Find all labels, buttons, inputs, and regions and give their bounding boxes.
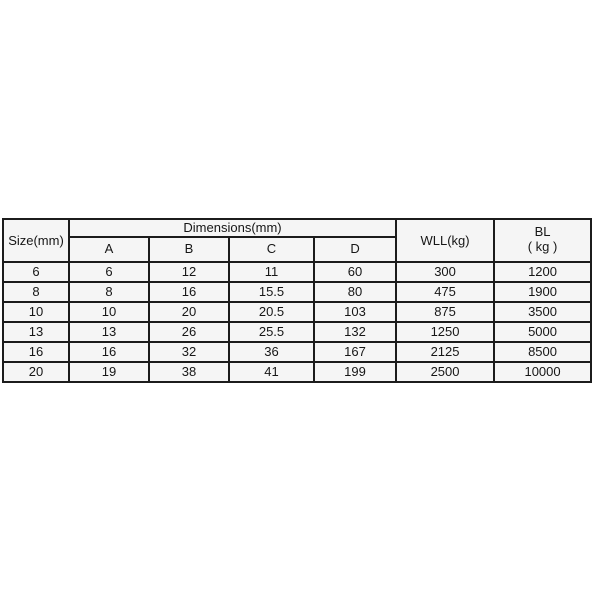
cell-size: 13 [3, 322, 69, 342]
cell-size: 10 [3, 302, 69, 322]
header-dim-a: A [69, 237, 149, 262]
header-dim-d: D [314, 237, 396, 262]
table-row [3, 362, 591, 382]
cell-b: 12 [149, 262, 229, 282]
cell-b: 32 [149, 342, 229, 362]
cell-wll: 1250 [396, 322, 494, 342]
cell-b: 38 [149, 362, 229, 382]
header-bl [494, 219, 591, 262]
cell-d: 80 [314, 282, 396, 302]
cell-d: 60 [314, 262, 396, 282]
cell-a: 6 [69, 262, 149, 282]
table-row [3, 322, 591, 342]
header-bl-line1: BL [534, 224, 551, 240]
cell-c: 15.5 [229, 282, 314, 302]
cell-bl: 10000 [494, 362, 591, 382]
cell-size: 6 [3, 262, 69, 282]
cell-wll: 875 [396, 302, 494, 322]
header-bl-line2: ( kg ) [527, 239, 558, 255]
cell-size: 8 [3, 282, 69, 302]
header-wll: WLL(kg) [396, 219, 494, 262]
spec-table [2, 218, 592, 383]
cell-c: 41 [229, 362, 314, 382]
header-dim-c: C [229, 237, 314, 262]
header-dimensions: Dimensions(mm) [69, 219, 396, 237]
table-row [3, 342, 591, 362]
cell-c: 36 [229, 342, 314, 362]
cell-d: 132 [314, 322, 396, 342]
cell-d: 103 [314, 302, 396, 322]
cell-size: 20 [3, 362, 69, 382]
header-size: Size(mm) [3, 219, 69, 262]
cell-b: 16 [149, 282, 229, 302]
table-row [3, 282, 591, 302]
cell-c: 20.5 [229, 302, 314, 322]
cell-wll: 475 [396, 282, 494, 302]
cell-c: 25.5 [229, 322, 314, 342]
cell-bl: 5000 [494, 322, 591, 342]
header-dim-b: B [149, 237, 229, 262]
cell-wll: 2500 [396, 362, 494, 382]
cell-c: 11 [229, 262, 314, 282]
header-row-groups [3, 219, 591, 237]
cell-b: 20 [149, 302, 229, 322]
cell-size: 16 [3, 342, 69, 362]
cell-a: 19 [69, 362, 149, 382]
cell-d: 199 [314, 362, 396, 382]
cell-d: 167 [314, 342, 396, 362]
table-row [3, 262, 591, 282]
table-row [3, 302, 591, 322]
cell-wll: 300 [396, 262, 494, 282]
cell-bl: 1200 [494, 262, 591, 282]
cell-bl: 3500 [494, 302, 591, 322]
cell-b: 26 [149, 322, 229, 342]
cell-wll: 2125 [396, 342, 494, 362]
cell-a: 16 [69, 342, 149, 362]
cell-a: 8 [69, 282, 149, 302]
cell-bl: 8500 [494, 342, 591, 362]
cell-a: 13 [69, 322, 149, 342]
cell-a: 10 [69, 302, 149, 322]
cell-bl: 1900 [494, 282, 591, 302]
